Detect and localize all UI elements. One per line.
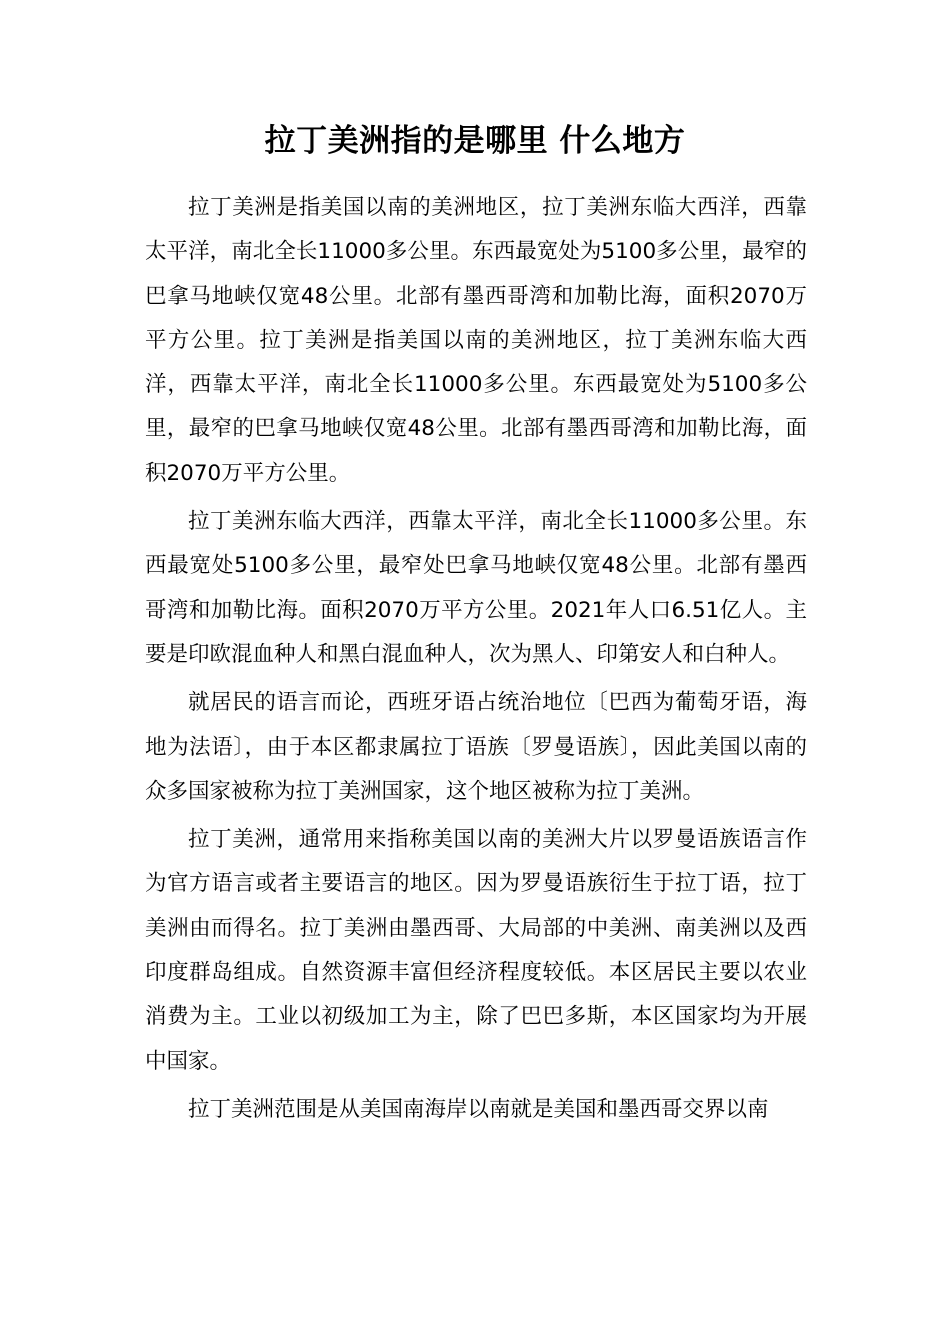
paragraph-4: 拉丁美洲，通常用来指称美国以南的美洲大片以罗曼语族语言作为官方语言或者主要语言的地区。因为罗曼语族衍生于拉丁语，拉丁美洲由而得名。拉丁美洲由墨西哥、大局部的中美洲、南美洲以及西印度群岛组成。自然资源丰富但经济程度较低。本区居民主要以农业消费为主。工业以初级加工为主，除了巴巴多斯，本区国家均为开展中国家。	[145, 827, 807, 1074]
paragraph-1: 拉丁美洲是指美国以南的美洲地区，拉丁美洲东临大西洋，西靠太平洋，南北全长11000多公里。东西最宽处为5100多公里，最窄的巴拿马地峡仅宽48公里。北部有墨西哥湾和加勒比海，面积2070万平方公里。拉丁美洲是指美国以南的美洲地区，拉丁美洲东临大西洋，西靠太平洋，南北全长11000多公里。东西最宽处为5100多公里，最窄的巴拿马地峡仅宽48公里。北部有墨西哥湾和加勒比海，面积2070万平方公里。	[145, 195, 807, 486]
document-title: 拉丁美洲指的是哪里 什么地方	[264, 123, 686, 159]
document-body	[145, 186, 807, 1136]
paragraph-5: 拉丁美洲范围是从美国南海岸以南就是美国和墨西哥交界以南	[188, 1096, 769, 1122]
paragraph-3: 就居民的语言而论，西班牙语占统治地位〔巴西为葡萄牙语，海地为法语〕，由于本区都隶属拉丁语族〔罗曼语族〕，因此美国以南的众多国家被称为拉丁美洲国家，这个地区被称为拉丁美洲。	[145, 690, 807, 804]
paragraph-2: 拉丁美洲东临大西洋，西靠太平洋，南北全长11000多公里。东西最宽处5100多公里，最窄处巴拿马地峡仅宽48公里。北部有墨西哥湾和加勒比海。面积2070万平方公里。2021年人口6.51亿人。主要是印欧混血种人和黑白混血种人，次为黑人、印第安人和白种人。	[145, 509, 807, 667]
